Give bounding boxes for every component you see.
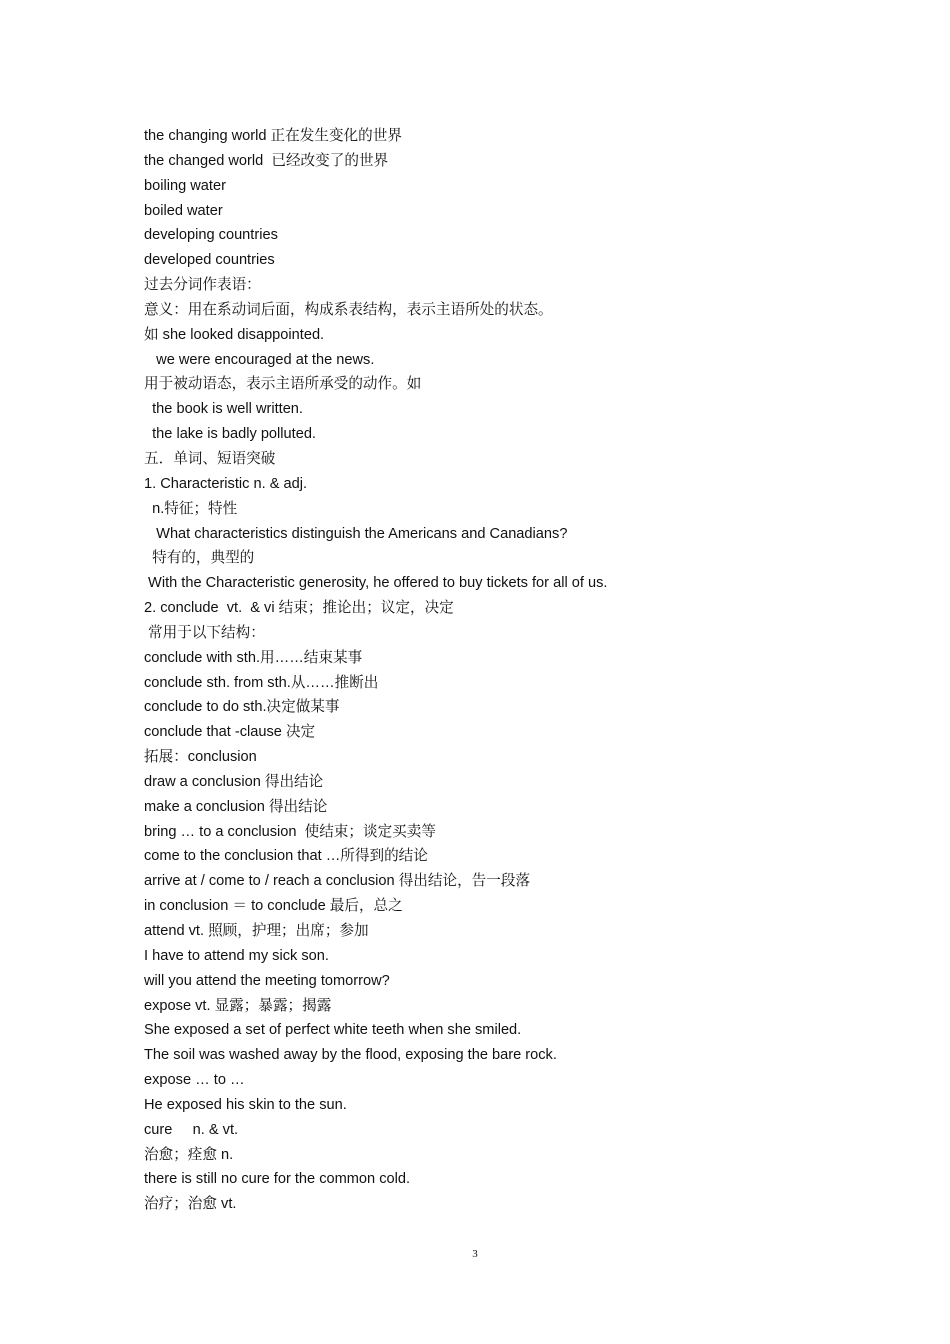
example-sentence: He exposed his skin to the sun. (144, 1096, 347, 1113)
text-line: the book is well written. (144, 401, 303, 418)
text-line: 治愈；痊愈 n. (144, 1146, 234, 1163)
phrase-line: arrive at / come to / reach a conclusion 得出结论，告一段落 (144, 873, 531, 890)
example-sentence: I have to attend my sick son. (144, 947, 329, 964)
vocab-entry: 2. conclude vt. & vi 结束；推论出；议定，决定 (144, 600, 454, 617)
example-sentence: there is still no cure for the common cold. (144, 1171, 411, 1188)
phrase-line: conclude that -clause 决定 (144, 724, 316, 741)
vocab-entry: cure n. & vt. (144, 1121, 239, 1138)
vocab-entry: attend vt. 照顾，护理；出席；参加 (144, 923, 369, 939)
example-sentence: What characteristics distinguish the Americans and Canadians? (144, 525, 568, 542)
text-line: developing countries (144, 227, 278, 244)
example-sentence: will you attend the meeting tomorrow? (144, 972, 390, 989)
text-line: boiling water (144, 177, 226, 194)
phrase-line: come to the conclusion that …所得到的结论 (144, 848, 428, 865)
example-sentence: With the Characteristic generosity, he offered to buy tickets for all of us. (144, 575, 608, 592)
text-line: the lake is badly polluted. (144, 426, 316, 443)
phrase-line: expose … to … (144, 1072, 245, 1089)
page-number: 3 (472, 1248, 478, 1260)
text-line: n.特征；特性 (144, 500, 238, 517)
text-line: 如 she looked disappointed. (144, 326, 325, 343)
text-line: 拓展：conclusion (144, 749, 257, 766)
text-line: developed countries (144, 252, 275, 269)
text-line: 常用于以下结构： (144, 624, 265, 641)
text-line: we were encouraged at the news. (144, 351, 375, 368)
phrase-line: make a conclusion 得出结论 (144, 798, 328, 815)
phrase-line: draw a conclusion 得出结论 (144, 773, 324, 790)
vocab-entry: 1. Characteristic n. & adj. (144, 475, 308, 492)
text-line: 治疗；治愈 vt. (144, 1196, 237, 1213)
phrase-line: in conclusion ＝ to conclude 最后，总之 (144, 898, 403, 915)
vocab-entry: expose vt. 显露；暴露；揭露 (144, 997, 332, 1014)
phrase-line: conclude to do sth.决定做某事 (144, 699, 340, 716)
phrase-line: conclude sth. from sth.从……推断出 (144, 674, 379, 691)
text-line: boiled water (144, 202, 223, 219)
section-heading: 过去分词作表语： (144, 277, 261, 294)
text-line: 用于被动语态，表示主语所承受的动作。如 (144, 376, 422, 393)
text-line: 特有的，典型的 (144, 550, 255, 567)
example-sentence: The soil was washed away by the flood, exposing the bare rock. (144, 1047, 557, 1064)
phrase-line: conclude with sth.用……结束某事 (144, 649, 363, 666)
phrase-line: bring … to a conclusion 使结束；谈定买卖等 (144, 823, 436, 840)
section-heading: 五．单词、短语突破 (144, 450, 276, 467)
text-line: the changed world 已经改变了的世界 (144, 152, 389, 169)
text-line: 意义：用在系动词后面，构成系表结构，表示主语所处的状态。 (144, 301, 553, 318)
text-line: the changing world 正在发生变化的世界 (144, 128, 402, 144)
example-sentence: She exposed a set of perfect white teeth when she smiled. (144, 1022, 522, 1039)
page-body (144, 124, 824, 1217)
